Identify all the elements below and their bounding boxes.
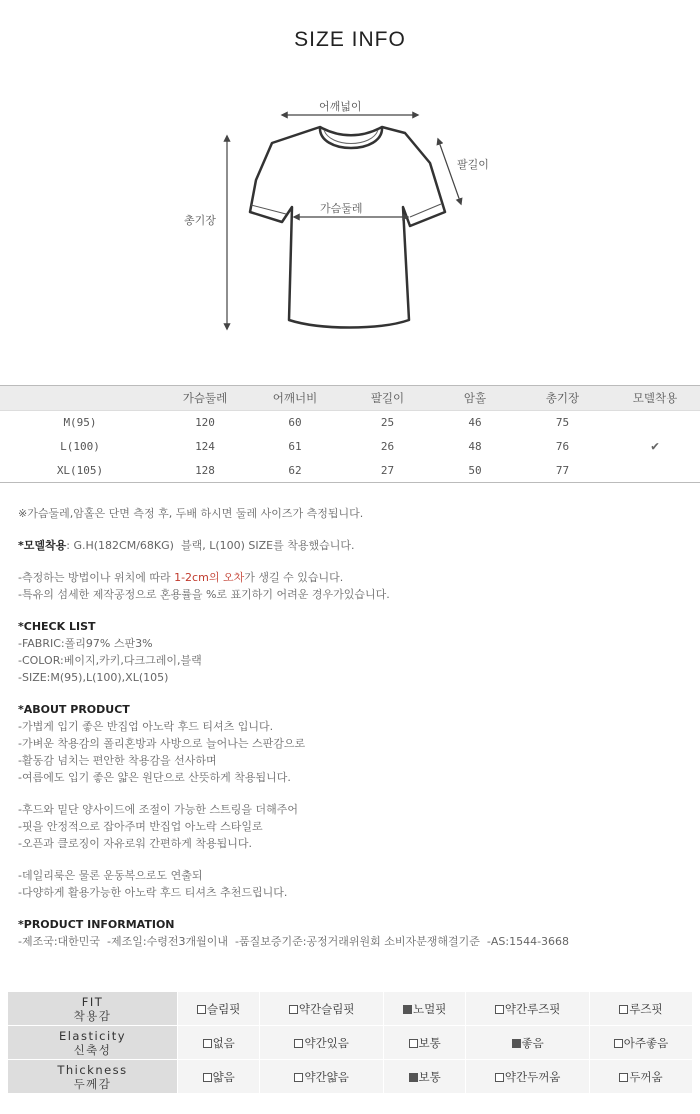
list-item: -핏을 안정적으로 잡아주며 반집업 아노락 스타일로: [18, 820, 263, 833]
sleeve-cell: 25: [380, 416, 395, 430]
list-item: -FABRIC:폴리97% 스판3%: [18, 637, 153, 650]
list-item: -가볍게 입기 좋은 반집업 아노락 후드 티셔츠 입니다.: [18, 720, 274, 733]
option-label: 좋음: [521, 1035, 544, 1050]
chest-cell: 120: [195, 416, 215, 430]
shoulder-cell: 61: [288, 440, 302, 453]
shoulder-label: 어깨넓이: [319, 100, 362, 113]
list-item: -SIZE:M(95),L(100),XL(105): [18, 671, 169, 684]
elasticity-label-ko: 신축성: [73, 1042, 112, 1057]
size-table: [0, 385, 700, 483]
thickness-option: [260, 1060, 384, 1094]
option-label: 보통: [418, 1069, 441, 1084]
option-label: 약간슬림핏: [298, 1001, 355, 1016]
page-title: SIZE INFO: [294, 28, 406, 51]
armhole-cell: 48: [468, 440, 482, 453]
armhole-cell: 46: [468, 416, 482, 430]
length-cell: 77: [515, 459, 610, 483]
error-note-post: 가 생길 수 있습니다.: [244, 571, 344, 584]
fit-label-en: FIT: [81, 994, 104, 1009]
header-cell: 총기장: [515, 386, 610, 411]
thickness-option: [589, 1060, 692, 1094]
option-label: 아주좋음: [623, 1035, 669, 1050]
option-label: 약간루즈핏: [504, 1001, 561, 1016]
model-info-label: *모델착용: [18, 539, 67, 552]
checkbox-icon: [495, 1005, 504, 1014]
checkbox-icon: [203, 1039, 212, 1048]
thickness-option: [466, 1060, 590, 1094]
thickness-row: [8, 1060, 693, 1094]
check-list-title: *CHECK LIST: [18, 620, 96, 633]
thickness-option: [383, 1060, 465, 1094]
header-cell: 팔길이: [340, 386, 435, 411]
checkbox-icon: [294, 1039, 303, 1048]
table-row: [0, 459, 700, 483]
tshirt-illustration: [0, 0, 700, 360]
list-item: -다양하게 활용가능한 아노락 후드 티셔츠 추천드립니다.: [18, 886, 288, 899]
header-cell: 모델착용: [610, 386, 700, 411]
header-cell: 암홀: [435, 386, 515, 411]
fit-option: [383, 992, 465, 1026]
size-cell: L(100): [60, 440, 100, 453]
fit-label: [8, 992, 178, 1026]
error-note: [18, 569, 688, 586]
option-label: 보통: [418, 1035, 441, 1050]
list-item: -가벼운 착용감의 폴리혼방과 사방으로 늘어나는 스판감으로: [18, 737, 306, 750]
header-cell: 가슴둘레: [160, 386, 250, 411]
elasticity-option: [178, 1026, 260, 1060]
table-row: [0, 411, 700, 435]
checkbox-icon: [203, 1073, 212, 1082]
fit-option: [178, 992, 260, 1026]
checkbox-icon: [619, 1005, 628, 1014]
elasticity-option: [383, 1026, 465, 1060]
armhole-cell: 50: [435, 459, 515, 483]
model-cell: [610, 459, 700, 483]
option-label: 약간얇음: [304, 1069, 349, 1084]
checkbox-icon: [294, 1073, 303, 1082]
elasticity-option: [589, 1026, 692, 1060]
list-item: -오픈과 클로징이 자유로워 간편하게 착용됩니다.: [18, 837, 252, 850]
elasticity-label: [8, 1026, 178, 1060]
model-info-text: : G.H(182CM/68KG) 블랙, L(100) SIZE를 착용했습니다.: [66, 539, 355, 552]
chest-cell: 128: [160, 459, 250, 483]
checkbox-checked-icon: [512, 1039, 521, 1048]
error-note-pre: -측정하는 방법이나 위치에 따라: [18, 571, 175, 584]
fabric-note: -특유의 섬세한 제작공정으로 혼용률을 %로 표기하기 어려운 경우가있습니다.: [18, 588, 390, 601]
option-label: 루즈핏: [629, 1001, 663, 1016]
length-label: 총기장: [184, 214, 216, 227]
option-label: 약간두꺼움: [504, 1069, 561, 1084]
checkbox-icon: [619, 1073, 628, 1082]
option-label: 얇음: [212, 1069, 235, 1084]
chest-cell: 124: [195, 440, 215, 453]
fit-row: [8, 992, 693, 1026]
product-notes: [18, 505, 688, 950]
size-table-header: [0, 386, 700, 411]
fit-option: [589, 992, 692, 1026]
sleeve-label: 팔길이: [457, 158, 489, 171]
measure-note: ※가슴둘레,암홀은 단면 측정 후, 두배 하시면 둘레 사이즈가 측정됩니다.: [18, 507, 364, 520]
checkbox-checked-icon: [403, 1005, 412, 1014]
fit-table: [7, 991, 693, 1094]
size-diagram: [0, 0, 700, 360]
model-check-icon: ✔: [651, 439, 659, 454]
thickness-label: [8, 1060, 178, 1094]
list-item: -여름에도 입기 좋은 얇은 원단으로 산뜻하게 착용됩니다.: [18, 771, 291, 784]
model-cell: [610, 411, 700, 435]
length-cell: 76: [555, 440, 570, 453]
elasticity-label-en: Elasticity: [58, 1028, 127, 1043]
list-item: -활동감 넘치는 편안한 착용감을 선사하며: [18, 754, 217, 767]
error-note-highlight: 1-2cm의 오차: [174, 571, 245, 584]
list-item: -COLOR:베이지,카키,다크그레이,블랙: [18, 654, 202, 667]
length-cell: 75: [555, 416, 570, 430]
option-label: 약간있음: [304, 1035, 349, 1050]
model-info: [18, 537, 688, 554]
fit-option: [260, 992, 384, 1026]
checkbox-icon: [289, 1005, 298, 1014]
product-info-text: -제조국:대한민국 -제조일:수령전3개월이내 -품질보증기준:공정거래위원회 소비자분쟁해결기준 -AS:1544-3668: [18, 935, 570, 948]
fit-label-ko: 착용감: [73, 1008, 112, 1023]
checkbox-icon: [495, 1073, 504, 1082]
about-product-title: *ABOUT PRODUCT: [18, 703, 130, 716]
option-label: 두꺼움: [629, 1069, 663, 1084]
elasticity-option: [260, 1026, 384, 1060]
thickness-label-en: Thickness: [57, 1062, 128, 1077]
list-item: -후드와 밑단 양사이드에 조절이 가능한 스트링을 더해주어: [18, 803, 298, 816]
option-label: 노멀핏: [412, 1001, 447, 1016]
list-item: -데일리룩은 물론 운동복으로도 연출되: [18, 869, 203, 882]
chest-label: 가슴둘레: [320, 202, 363, 215]
header-cell: 어깨너비: [250, 386, 340, 411]
elasticity-row: [8, 1026, 693, 1060]
option-label: 없음: [212, 1035, 235, 1050]
checkbox-icon: [197, 1005, 206, 1014]
checkbox-checked-icon: [409, 1073, 418, 1082]
header-cell: [0, 386, 160, 411]
sleeve-cell: 27: [340, 459, 435, 483]
thickness-label-ko: 두께감: [73, 1076, 112, 1091]
fit-option: [466, 992, 590, 1026]
product-info-title: *PRODUCT INFORMATION: [18, 918, 175, 931]
checkbox-icon: [614, 1039, 623, 1048]
thickness-option: [178, 1060, 260, 1094]
size-cell: M(95): [63, 416, 97, 430]
option-label: 슬림핏: [207, 1001, 241, 1016]
table-row: [0, 435, 700, 459]
shoulder-cell: 62: [250, 459, 340, 483]
sleeve-cell: 26: [380, 440, 395, 453]
size-cell: XL(105): [0, 459, 160, 483]
shoulder-cell: 60: [288, 416, 302, 430]
elasticity-option: [466, 1026, 590, 1060]
checkbox-icon: [409, 1039, 418, 1048]
